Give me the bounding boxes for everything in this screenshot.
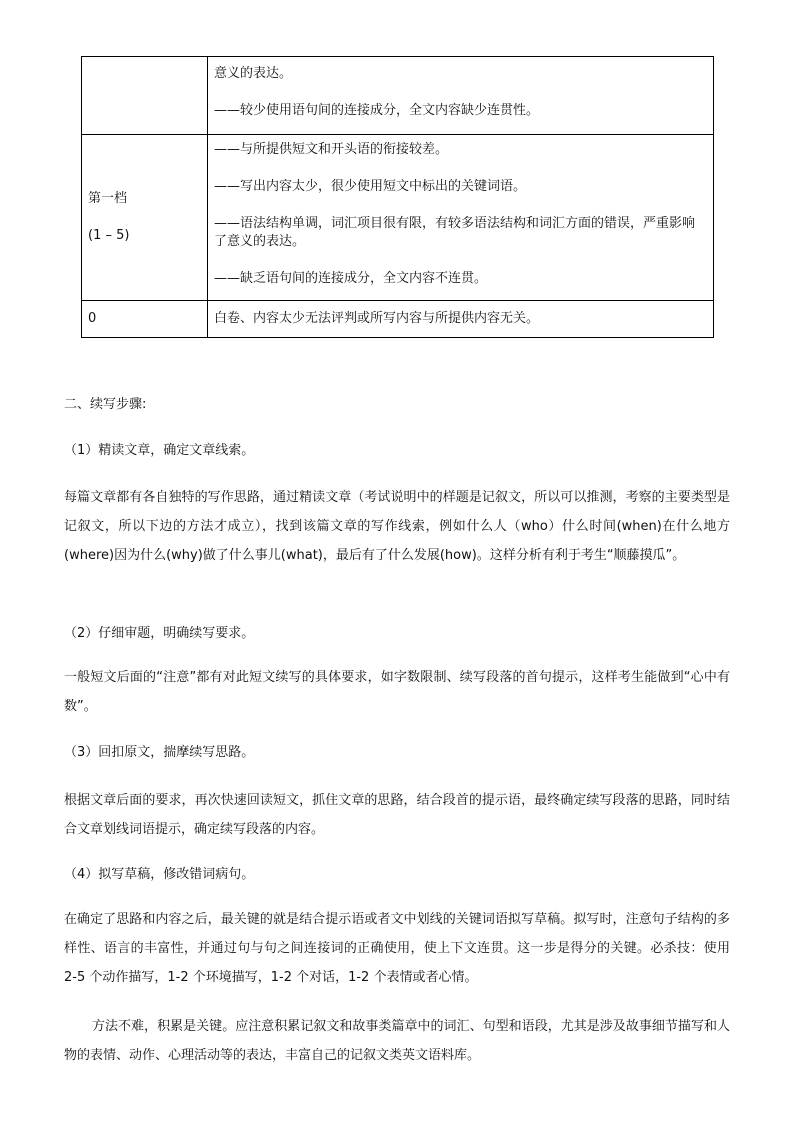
step-heading: （1）精读文章，确定文章线索。 <box>64 443 255 458</box>
level-range: (1 – 5) <box>88 228 130 243</box>
description-line: ——较少使用语句间的连接成分，全文内容缺少连贯性。 <box>214 103 540 118</box>
description-line: ——语法结构单调，词汇项目很有限，有较多语法结构和词汇方面的错误，严重影响了意义的表达。 <box>214 216 696 249</box>
closing-paragraph: 方法不难，积累是关键。应注意积累记叙文和故事类篇章中的词汇、句型和语段，尤其是涉及故事细节描写和人物的表情、动作、心理活动等的表达，丰富自己的记叙文类英文语料库。 <box>64 1019 730 1063</box>
description-line: ——缺乏语句间的连接成分，全文内容不连贯。 <box>214 271 488 286</box>
description-line: ——写出内容太少，很少使用短文中标出的关键词语。 <box>214 179 527 194</box>
step-body: 根据文章后面的要求，再次快速回读短文，抓住文章的思路，结合段首的提示语，最终确定续写段落的思路，同时结合文章划线词语提示，确定续写段落的内容。 <box>64 793 730 837</box>
table-row <box>82 135 714 301</box>
step-heading: （3）回扣原文，揣摩续写思路。 <box>64 745 255 760</box>
level-cell <box>82 135 208 301</box>
description-cell <box>208 135 714 301</box>
step-body: 在确定了思路和内容之后，最关键的就是结合提示语或者文中划线的关键词语拟写草稿。拟写时，注意句子结构的多样性、语言的丰富性，并通过句与句之间连接词的正确使用，使上下文连贯。这一步是得分的关键。必杀技：使用 2-5 个动作描写，1-2 个环境描写，1-2 个对话，1-2 个表情或者心情。 <box>64 912 730 985</box>
level-name: 0 <box>88 311 97 326</box>
table-row <box>82 301 714 338</box>
table-row <box>82 57 714 135</box>
description-line: 白卷、内容太少无法评判或所写内容与所提供内容无关。 <box>214 311 540 326</box>
description-cell <box>208 57 714 135</box>
level-cell <box>82 57 208 135</box>
description-cell <box>208 301 714 338</box>
grading-table <box>81 56 714 338</box>
level-cell <box>82 301 208 338</box>
step-body: 每篇文章都有各自独特的写作思路，通过精读文章（考试说明中的样题是记叙文，所以可以推测，考察的主要类型是记叙文，所以下边的方法才成立），找到该篇文章的写作线索，例如什么人（who）什么时间(when)在什么地方(where)因为什么(why)做了什么事儿(what)，最后有了什么发展(how)。这样分析有利于考生“顺藤摸瓜”。 <box>64 490 730 563</box>
section-title: 二、续写步骤: <box>64 397 147 412</box>
step-heading: （2）仔细审题，明确续写要求。 <box>64 626 255 641</box>
description-line: 意义的表达。 <box>214 66 293 81</box>
level-name: 第一档 <box>88 191 128 206</box>
step-heading: （4）拟写草稿，修改错词病句。 <box>64 867 255 882</box>
description-line: ——与所提供短文和开头语的衔接较差。 <box>214 142 449 157</box>
step-body: 一般短文后面的“注意”都有对此短文续写的具体要求，如字数限制、续写段落的首句提示，这样考生能做到“心中有数”。 <box>64 670 730 714</box>
